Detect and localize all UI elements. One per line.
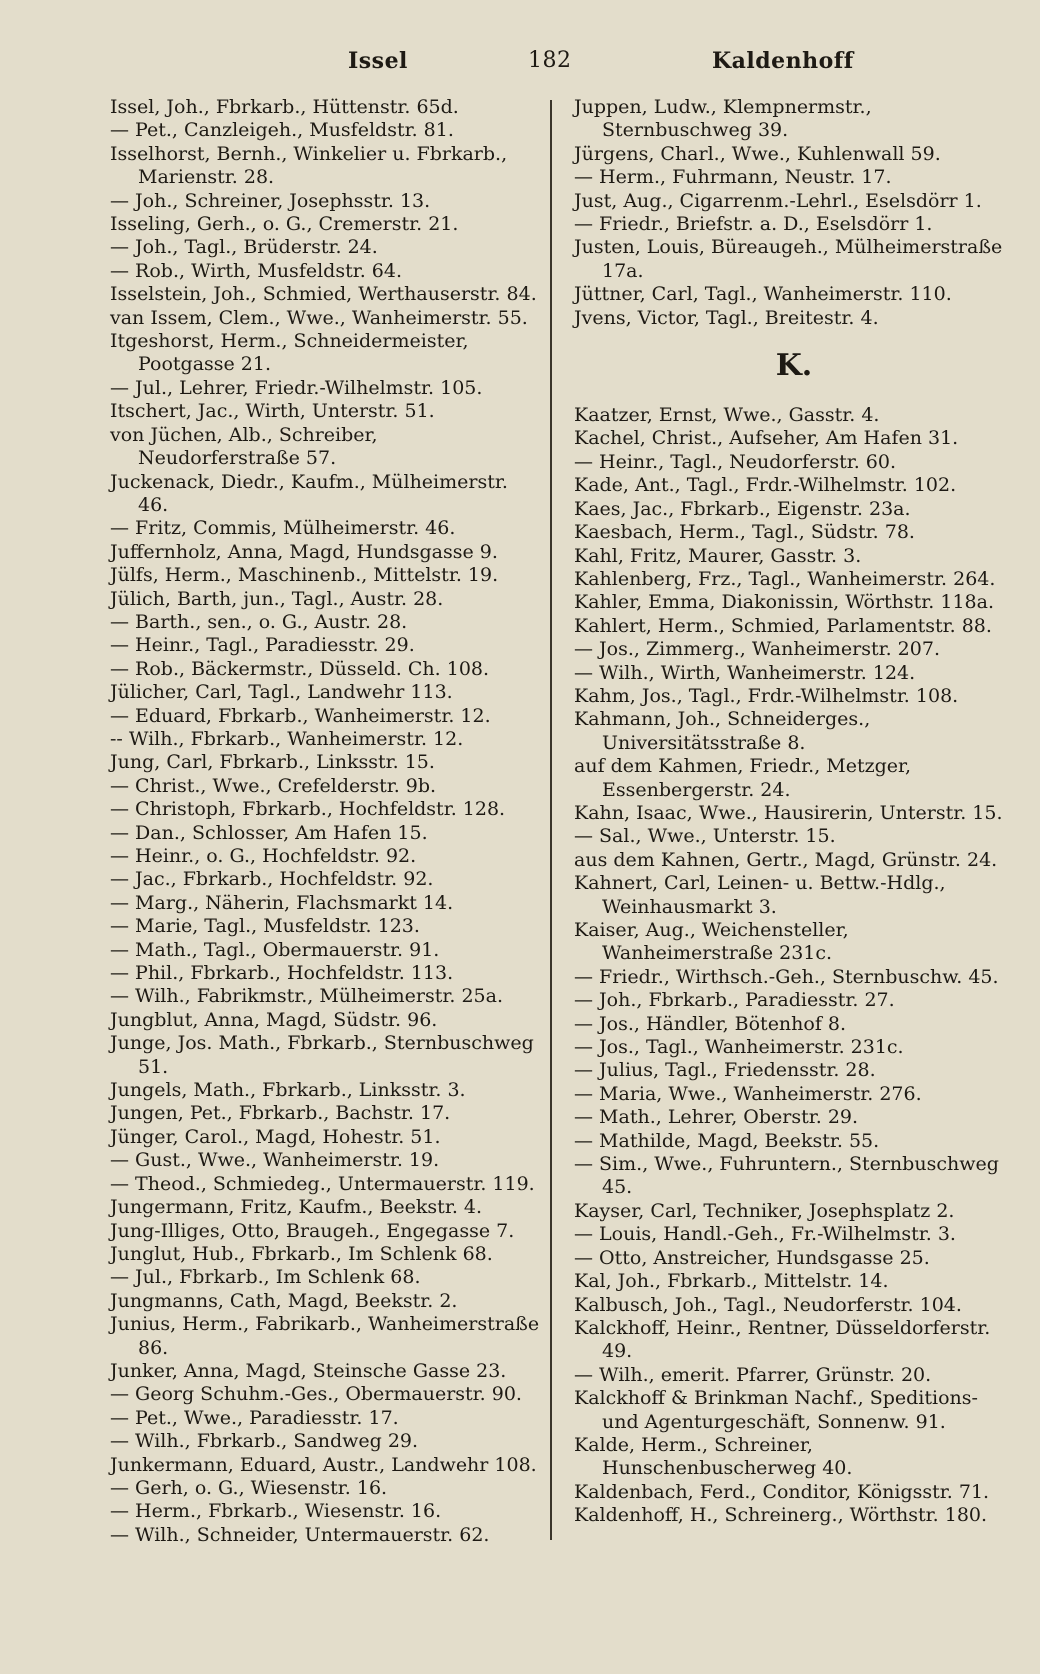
- column-divider: [550, 100, 552, 1540]
- directory-entry: — Joh., Tagl., Brüderstr. 24.: [110, 236, 378, 259]
- directory-entry: Jülich, Barth, jun., Tagl., Austr. 28.: [110, 587, 444, 610]
- directory-entry: — Rob., Wirth, Musfeldstr. 64.: [110, 259, 403, 282]
- directory-entry: Jülicher, Carl, Tagl., Landwehr 113.: [110, 681, 453, 704]
- directory-entry: Kayser, Carl, Techniker, Josephsplatz 2.: [574, 1199, 955, 1222]
- directory-entry: — Fritz, Commis, Mülheimerstr. 46.: [110, 517, 456, 540]
- directory-entry: — Maria, Wwe., Wanheimerstr. 276.: [574, 1082, 922, 1105]
- directory-entry: Kahnert, Carl, Leinen- u. Bettw.-Hdlg., Weinhausmarkt 3.: [574, 872, 946, 918]
- directory-entry: Itschert, Jac., Wirth, Unterstr. 51.: [110, 400, 435, 423]
- directory-entry: — Georg Schuhm.-Ges., Obermauerstr. 90.: [110, 1383, 522, 1406]
- directory-entry: Jungels, Math., Fbrkarb., Linksstr. 3.: [110, 1079, 466, 1102]
- directory-entry: — Pet., Wwe., Paradiesstr. 17.: [110, 1406, 399, 1429]
- directory-entry: — Jul., Lehrer, Friedr.-Wilhelmstr. 105.: [110, 376, 483, 399]
- page-header: [0, 48, 1040, 88]
- directory-entry: — Pet., Canzleigeh., Musfeldstr. 81.: [110, 119, 454, 142]
- directory-entry: Isselstein, Joh., Schmied, Werthauserstr. 84.: [110, 283, 537, 306]
- directory-entry: — Wilh., Wirth, Wanheimerstr. 124.: [574, 661, 916, 684]
- directory-entry: Kaldenhoff, H., Schreinerg., Wörthstr. 180.: [574, 1504, 988, 1527]
- directory-entry: — Math., Lehrer, Oberstr. 29.: [574, 1106, 859, 1129]
- directory-entry: van Issem, Clem., Wwe., Wanheimerstr. 55.: [110, 306, 528, 329]
- right-column: [574, 96, 1014, 1528]
- directory-entry: Kalckhoff, Heinr., Rentner, Düsseldorferstr. 49.: [574, 1316, 991, 1363]
- directory-entry: von Jüchen, Alb., Schreiber, Neudorferstraße 57.: [110, 423, 378, 470]
- directory-entry: — Mathilde, Magd, Beekstr. 55.: [574, 1129, 880, 1152]
- directory-entry: Justen, Louis, Büreaugeh., Mülheimerstraße 17a.: [574, 236, 1003, 282]
- directory-entry: Kaesbach, Herm., Tagl., Südstr. 78.: [574, 521, 915, 544]
- directory-entry: Jungermann, Fritz, Kaufm., Beekstr. 4.: [110, 1196, 483, 1219]
- directory-entry: Jürgens, Charl., Wwe., Kuhlenwall 59.: [574, 142, 941, 165]
- directory-entry: Jung, Carl, Fbrkarb., Linksstr. 15.: [110, 751, 435, 774]
- directory-entry: Jungmanns, Cath, Magd, Beekstr. 2.: [110, 1289, 458, 1312]
- directory-entry: — Herm., Fuhrmann, Neustr. 17.: [574, 166, 892, 189]
- directory-entry: — Jos., Zimmerg., Wanheimerstr. 207.: [574, 638, 940, 661]
- directory-entry: Kal, Joh., Fbrkarb., Mittelstr. 14.: [574, 1270, 889, 1293]
- directory-entry: — Joh., Fbrkarb., Paradiesstr. 27.: [574, 989, 895, 1012]
- page-number: 182: [528, 48, 572, 73]
- directory-entry: — Marie, Tagl., Musfeldstr. 123.: [110, 915, 420, 938]
- directory-entry: Kahn, Isaac, Wwe., Hausirerin, Unterstr. 15.: [574, 801, 1003, 824]
- directory-entry: — Math., Tagl., Obermauerstr. 91.: [110, 938, 440, 961]
- directory-entry: Kalde, Herm., Schreiner, Hunschenbuscherweg 40.: [574, 1433, 853, 1480]
- directory-entry: Kahlenberg, Frz., Tagl., Wanheimerstr. 264.: [574, 567, 996, 590]
- directory-entry: — Joh., Schreiner, Josephsstr. 13.: [110, 189, 431, 212]
- section-letter-heading: K.: [775, 348, 813, 384]
- directory-entry: aus dem Kahnen, Gertr., Magd, Grünstr. 24.: [574, 848, 998, 871]
- directory-entry: -- Wilh., Fbrkarb., Wanheimerstr. 12.: [110, 727, 464, 750]
- directory-entry: Juppen, Ludw., Klempnermstr., Sternbuschweg 39.: [574, 96, 872, 142]
- directory-entry: — Herm., Fbrkarb., Wiesenstr. 16.: [110, 1500, 442, 1523]
- directory-entry: Junker, Anna, Magd, Steinsche Gasse 23.: [110, 1359, 507, 1382]
- directory-entry: Jüttner, Carl, Tagl., Wanheimerstr. 110.: [574, 283, 952, 306]
- directory-entry: — Wilh., Fbrkarb., Sandweg 29.: [110, 1430, 419, 1453]
- directory-entry: Kaiser, Aug., Weichensteller, Wanheimerstraße 231c.: [574, 919, 849, 965]
- directory-entry: Kahler, Emma, Diakonissin, Wörthstr. 118a.: [574, 591, 994, 614]
- directory-entry: — Phil., Fbrkarb., Hochfeldstr. 113.: [110, 962, 454, 985]
- directory-entry: — Dan., Schlosser, Am Hafen 15.: [110, 821, 428, 844]
- directory-entry: Jvens, Victor, Tagl., Breitestr. 4.: [574, 306, 879, 329]
- directory-entry: Isseling, Gerh., o. G., Cremerstr. 21.: [110, 213, 459, 236]
- directory-entry: — Eduard, Fbrkarb., Wanheimerstr. 12.: [110, 704, 491, 727]
- directory-entry: Kahlert, Herm., Schmied, Parlamentstr. 88.: [574, 614, 992, 637]
- directory-entry: Kalckhoff & Brinkman Nachf., Speditions- und Agenturgeschäft, Sonnenw. 91.: [574, 1387, 978, 1433]
- directory-entry: Kalbusch, Joh., Tagl., Neudorferstr. 104.: [574, 1293, 962, 1316]
- directory-entry: — Sal., Wwe., Unterstr. 15.: [574, 825, 836, 848]
- directory-entry: — Otto, Anstreicher, Hundsgasse 25.: [574, 1246, 930, 1269]
- right-column-top-entries: [574, 96, 1014, 330]
- directory-entry: — Friedr., Briefstr. a. D., Eselsdörr 1.: [574, 213, 933, 236]
- directory-entry: auf dem Kahmen, Friedr., Metzger, Essenbergerstr. 24.: [574, 755, 912, 801]
- directory-entry: — Marg., Näherin, Flachsmarkt 14.: [110, 891, 454, 914]
- directory-entry: — Heinr., o. G., Hochfeldstr. 92.: [110, 845, 417, 867]
- directory-entry: Junglut, Hub., Fbrkarb., Im Schlenk 68.: [110, 1242, 493, 1265]
- directory-entry: Jung-Illiges, Otto, Braugeh., Engegasse 7.: [110, 1219, 515, 1242]
- directory-entry: — Barth., sen., o. G., Austr. 28.: [110, 610, 408, 633]
- directory-entry: — Jos., Tagl., Wanheimerstr. 231c.: [574, 1036, 904, 1059]
- directory-entry: Kaatzer, Ernst, Wwe., Gasstr. 4.: [574, 404, 880, 427]
- header-right-keyword: Kaldenhoff: [712, 48, 854, 74]
- directory-entry: Kahm, Jos., Tagl., Frdr.-Wilhelmstr. 108.: [574, 684, 959, 707]
- directory-entry: — Wilh., Schneider, Untermauerstr. 62.: [110, 1523, 490, 1546]
- directory-entry: Kachel, Christ., Aufseher, Am Hafen 31.: [574, 427, 959, 450]
- directory-entry: Kade, Ant., Tagl., Frdr.-Wilhelmstr. 102.: [574, 474, 957, 497]
- directory-entry: Juckenack, Diedr., Kaufm., Mülheimerstr. 46.: [110, 470, 508, 516]
- directory-entry: — Heinr., Tagl., Neudorferstr. 60.: [574, 450, 896, 473]
- directory-entry: Kahl, Fritz, Maurer, Gasstr. 3.: [574, 544, 862, 567]
- directory-entry: — Wilh., emerit. Pfarrer, Grünstr. 20.: [574, 1363, 932, 1386]
- directory-entry: — Theod., Schmiedeg., Untermauerstr. 119.: [110, 1172, 535, 1195]
- directory-entry: — Christ., Wwe., Crefelderstr. 9b.: [110, 774, 437, 797]
- header-left-keyword: Issel: [348, 48, 408, 74]
- directory-entry: — Julius, Tagl., Friedensstr. 28.: [574, 1059, 876, 1082]
- directory-entry: Isselhorst, Bernh., Winkelier u. Fbrkarb., Marienstr. 28.: [110, 142, 508, 189]
- directory-entry: Itgeshorst, Herm., Schneidermeister, Pootgasse 21.: [110, 330, 469, 376]
- directory-entry: — Wilh., Fabrikmstr., Mülheimerstr. 25a.: [110, 985, 503, 1008]
- directory-entry: Jungblut, Anna, Magd, Südstr. 96.: [110, 1008, 438, 1031]
- directory-entry: — Jos., Händler, Bötenhof 8.: [574, 1012, 847, 1035]
- directory-entry: — Gerh, o. G., Wiesenstr. 16.: [110, 1476, 388, 1499]
- directory-entry: Jünger, Carol., Magd, Hohestr. 51.: [110, 1125, 441, 1148]
- directory-entry: — Sim., Wwe., Fuhruntern., Sternbuschweg 45.: [574, 1153, 999, 1199]
- directory-entry: Junkermann, Eduard, Austr., Landwehr 108.: [110, 1453, 537, 1476]
- directory-entry: Jungen, Pet., Fbrkarb., Bachstr. 17.: [110, 1102, 451, 1125]
- directory-entry: Issel, Joh., Fbrkarb., Hüttenstr. 65d.: [110, 96, 459, 118]
- directory-entry: — Rob., Bäckermstr., Düsseld. Ch. 108.: [110, 657, 490, 680]
- left-column: [110, 96, 542, 1547]
- directory-entry: — Louis, Handl.-Geh., Fr.-Wilhelmstr. 3.: [574, 1223, 956, 1246]
- directory-entry: Kaldenbach, Ferd., Conditor, Königsstr. 71.: [574, 1480, 990, 1503]
- right-column-bottom-entries: [574, 404, 1014, 1528]
- directory-entry: — Gust., Wwe., Wanheimerstr. 19.: [110, 1149, 440, 1172]
- directory-entry: Junius, Herm., Fabrikarb., Wanheimerstraße 86.: [110, 1313, 540, 1359]
- directory-entry: — Friedr., Wirthsch.-Geh., Sternbuschw. 45.: [574, 965, 999, 988]
- directory-entry: Kaes, Jac., Fbrkarb., Eigenstr. 23a.: [574, 497, 911, 520]
- directory-entry: — Heinr., Tagl., Paradiesstr. 29.: [110, 634, 415, 657]
- directory-entry: Kahmann, Joh., Schneiderges., Universitätsstraße 8.: [574, 708, 871, 754]
- directory-entry: — Jul., Fbrkarb., Im Schlenk 68.: [110, 1266, 421, 1289]
- directory-entry: Junge, Jos. Math., Fbrkarb., Sternbuschweg 51.: [110, 1032, 534, 1078]
- directory-entry: Juffernholz, Anna, Magd, Hundsgasse 9.: [110, 540, 498, 563]
- directory-entry: — Christoph, Fbrkarb., Hochfeldstr. 128.: [110, 798, 506, 821]
- directory-entry: Jülfs, Herm., Maschinenb., Mittelstr. 19.: [110, 564, 499, 587]
- directory-entry: — Jac., Fbrkarb., Hochfeldstr. 92.: [110, 868, 434, 891]
- directory-entry: Just, Aug., Cigarrenm.-Lehrl., Eselsdörr 1.: [574, 189, 982, 212]
